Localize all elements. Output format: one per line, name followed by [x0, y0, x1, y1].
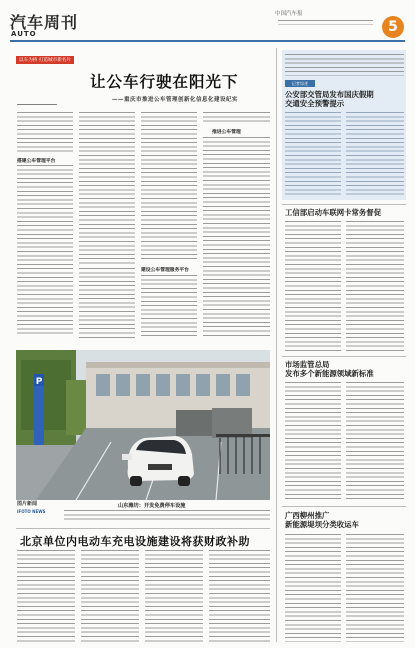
- section-title: 汽车周刊: [10, 13, 79, 32]
- bottom-body-col1: [17, 550, 75, 642]
- bottom-body-col3: [145, 550, 203, 642]
- sidebar-label: 记者综述: [285, 80, 315, 87]
- sidebar-story-1-title-a: 公安部交管局发布国庆假期: [285, 90, 374, 99]
- sidebar-story-2-col2: [346, 221, 404, 351]
- column-divider: [276, 48, 277, 642]
- parking-lot-illustration: [16, 350, 270, 500]
- lead-subhead-2: 建设公车管理服务平台: [141, 268, 189, 273]
- sidebar-story-3-col1: [285, 382, 341, 502]
- lead-body-col1-b: [17, 165, 73, 337]
- bottom-headline: 北京单位内电动车充电设施建设将获财政补助: [20, 535, 250, 548]
- sidebar-story-4-title-a: 广西柳州推广: [285, 511, 330, 520]
- sidebar-rule-1: [282, 204, 406, 205]
- sidebar-story-2-title: 工信部启动车联网卡常务督促: [285, 208, 382, 217]
- sidebar-story-1-title-b: 交通安全预警提示: [285, 99, 345, 108]
- lead-subheadline: ——重庆市推进公车管理创新化信息化建设纪实: [112, 97, 239, 103]
- sidebar-rule-2: [282, 356, 406, 357]
- bottom-body-col2: [81, 550, 139, 642]
- lead-body-col4-a: [203, 112, 270, 124]
- news-photo: [16, 350, 270, 500]
- masthead-rule: [10, 40, 405, 42]
- lead-byline: [17, 104, 57, 108]
- sidebar-story-3-title-a: 市场监管总局: [285, 360, 330, 369]
- lead-body-col1-a: [17, 112, 73, 154]
- sidebar-story-2-col1: [285, 221, 341, 351]
- date-line: [278, 20, 373, 25]
- lead-body-col4-b: [203, 137, 270, 337]
- sidebar-story-4-title-b: 新能源堤坝分类收运车: [285, 520, 359, 529]
- section-subtitle: AUTO: [11, 30, 37, 38]
- lead-headline: 让公车行驶在阳光下: [90, 72, 239, 91]
- bottom-rule: [16, 528, 270, 529]
- sidebar-story-3-title-b: 发布多个新能源领域新标准: [285, 369, 374, 378]
- sidebar-story-1-col1: [285, 112, 341, 198]
- lead-body-col3-b: [141, 275, 197, 337]
- photo-caption-text: [64, 510, 270, 522]
- lead-subhead-3: 推进公车管理: [212, 130, 241, 135]
- sidebar-top-text: [285, 54, 404, 76]
- photo-title: 山东潍坊：开发免费停车设施: [118, 503, 186, 509]
- page-number-badge: 5: [382, 16, 404, 38]
- sidebar-story-4-col2: [346, 534, 404, 642]
- lead-subhead-1: 搭建公车管理平台: [17, 159, 56, 164]
- photo-tag: 图片新闻: [17, 501, 38, 507]
- lead-tag: 以车为桥 打造城市新名片: [16, 56, 74, 64]
- sidebar-story-4-col1: [285, 534, 341, 642]
- lead-body-col2-b: [79, 268, 135, 338]
- sidebar-story-1-col2: [346, 112, 404, 198]
- lead-body-col3-a: [141, 112, 197, 262]
- bottom-body-col4: [209, 550, 270, 642]
- sidebar-story-3-col2: [346, 382, 404, 502]
- svg-text:P: P: [35, 377, 43, 387]
- lead-body-col2-a: [79, 112, 135, 264]
- paper-name: 中国汽车报: [275, 11, 303, 17]
- photo-credit: IFOTO NEWS: [17, 509, 46, 514]
- sidebar-rule-3: [282, 506, 406, 507]
